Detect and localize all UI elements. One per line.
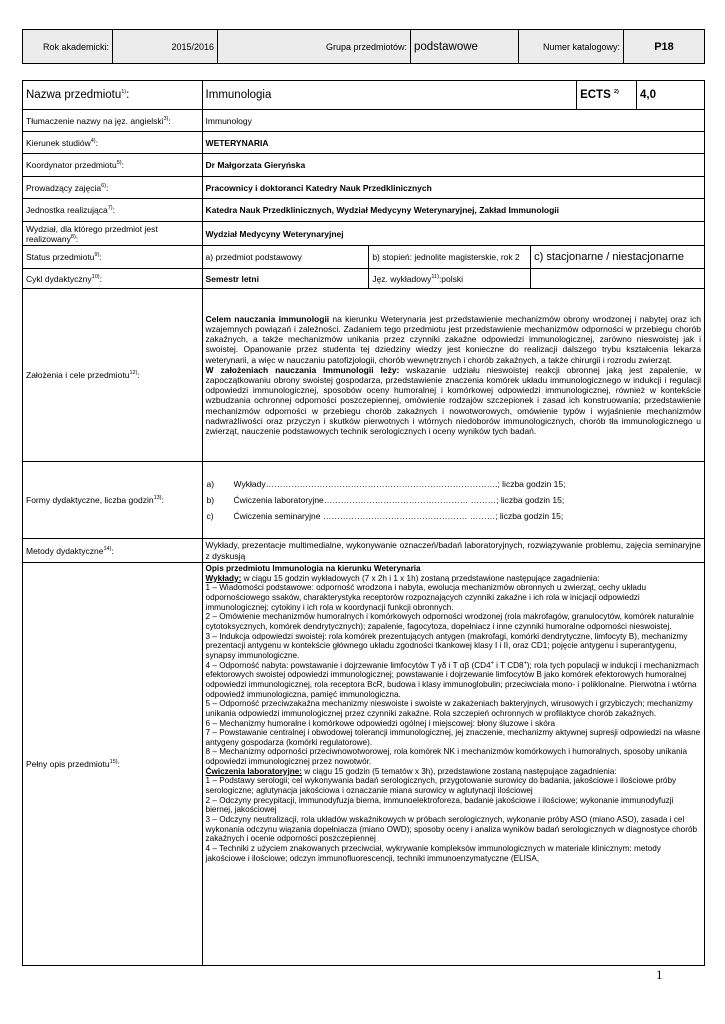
nazwa-value: Immunologia — [202, 81, 577, 110]
wyklady-intro: w ciągu 15 godzin wykładowych (7 x 2h i 1 x 1h) zostaną przedstawione następujące zagadnienia: — [241, 573, 600, 583]
kierunek-value: WETERYNARIA — [202, 132, 704, 154]
wyklad-item: 8 – Mechanizmy odporności przeciwnowotworowej, rola komórek NK i mechanizmów komórkowych i humoralnych, sposoby unikania odpowiedzi immunologicznej przez nowotwór. — [205, 747, 687, 767]
jezyk-wykladowy: Jęz. wykładowy$^{11)}$:polski — [369, 269, 531, 289]
zalozenia-p1: na kierunku Weterynaria jest przedstawienie mechanizmów obrony wrodzonej i nabytej oraz ich wzajemnych powiązań i zależności. Zadaniem tego przedmiotu jest przedstawienie mechanizmów odporności w przebiegu chorób zakaźnych, a także mechanizmów unikania przez czynniki zakaźne odpowiedzi immunologicznej, zarówno nieswoistej jak i swoistej. Opanowanie przez studenta tej dziedziny wiedzy jest konieczne do realizacji dalszego trybu kształcenia lekarza weterynarii, a więc w nauczaniu patofizjologii, chorób wewnętrznych i chorób zakaźnych, a także chirurgii i rozrodu zwierząt. — [205, 313, 701, 365]
zalozenia-value — [202, 289, 704, 462]
cwiczenie-item: 2 – Odczyny precypitacji, immunodyfuzja bierna, immunoelektroforeza, badanie jakościowe i ilościowe; wykonanie immunodyfuzji biernej, jakościowej — [205, 795, 674, 815]
wyklad-item: 6 – Mechanizmy humoralne i komórkowe odpowiedzi ogólnej i miejscowej: błony śluzowe i skóra — [205, 718, 556, 728]
status-label: Status przedmiotu$^{9)}$: — [23, 246, 203, 269]
wydzial-value: Wydział Medycyny Weterynaryjnej — [202, 222, 704, 246]
forma-text: Ćwiczenia seminaryjne …………………………………………… ………; liczba godzin 15; — [233, 511, 564, 521]
wyklad-item: 2 – Omówienie mechanizmów humoralnych i komórkowych odporności wrodzonej (rola makrofagów, granulocytów, komórek naturalnie cytotoksycznych, komórek dendrytycznych); zapalenie, fagocytoza, dopełniacz i inne czynniki humoralne odporności nieswoistej. — [205, 612, 694, 631]
rok-akademicki-value: 2015/2016 — [113, 30, 218, 64]
status-b: b) stopień: jednolite magisterskie, rok 2 — [369, 246, 531, 269]
wyklad-item: 1 – Wiadomości podstawowe: odporność wrodzona i nabyta, ewolucja mechanizmów obronnych u zwierząt, cechy układu odpornościowego ssaków, charakterystyka receptorów rozpoznających czynniki zakaźne i ich rola w inicjacji odpowiedzi immunologicznej; cytokiny i ich rola w koordynacji funkcji obronnych. — [205, 583, 647, 612]
wyklad-item: 3 – Indukcja odpowiedzi swoistej: rola komórek prezentujących antygen (makrofagi, komórki dendrytyczne, limfocyty B), mechanizmy prezentacji antygenu w kontekście głównego układu zgodności tkankowej klasy I i II, oraz CD1; pojęcie antygenu i superantygenu, synapsy immunologiczne. — [205, 631, 688, 660]
forma-letter: a) — [206, 479, 215, 489]
formy-label: Formy dydaktyczne, liczba godzin$^{13)}$: — [23, 462, 203, 539]
cwiczenie-item: 3 – Odczyny neutralizacji, rola układów wskaźnikowych w próbach serologicznych, wykonanie próby ASO (miano ASO), zasada i cel wykonania odczynu wiązania dopełniacza (miano OWD); sposoby oceny i analiza wyników badań serologicznych w diagnostyce chorób zakaźnych i ocenie odporności poszczepiennej — [205, 815, 698, 844]
tlumaczenie-value: Immunology — [202, 110, 704, 132]
status-a: a) przedmiot podstawowy — [202, 246, 369, 269]
metody-value: Wykłady, prezentacje multimedialne, wykonywanie oznaczeń/badań laboratoryjnych, rozwiązywanie problemu, zajęcia seminaryjne z dyskusją — [202, 539, 704, 563]
zalozenia-p2: wskazanie udziału nieswoistej reakcji obronnej jaką jest zapalenie, w zapoczątkowaniu obrony swoistej gospodarza, przedstawienie znaczenia komórek układu immunologicznego w indukcji i regulacji odpowiedzi immunologicznej, sposobów oceny humoralnej i komórkowej odpowiedzi immunologicznej, również w kontekście wzbudzania ochronnej odporności poszczepiennej, omówienie rodzajów szczepionek i zasad ich konstruowania; przedstawienie mechanizmów odporności w przebiegu chorób zakaźnych i nowotworowych, omówienie typów i wyjaśnienie mechanizmów nadwrażliwości oraz przyczyn i skutków pierwotnych i wtórnych niedoborów immunologicznych, chorób tła immunologicznego u zwierząt, nauczenie podstawowych technik serologicznych i oceny wyników tych badań. — [205, 364, 701, 437]
ects-label: ECTS $^{2)}$ — [577, 81, 637, 110]
forma-letter: c) — [206, 511, 214, 521]
zalozenia-p2-bold: W założeniach nauczania Immunologii leży: — [205, 364, 400, 375]
kierunek-label: Kierunek studiów$^{4)}$: — [23, 132, 203, 154]
numer-katalogowy-label: Numer katalogowy: — [519, 30, 624, 64]
jednostka-label: Jednostka realizująca$^{7)}$: — [23, 199, 203, 222]
cykl-value: Semestr letni — [202, 269, 369, 289]
koordynator-label: Koordynator przedmiotu$^{5)}$: — [23, 154, 203, 177]
zalozenia-p1-bold: Celem nauczania immunologii — [205, 313, 330, 324]
cykl-empty-cell — [531, 269, 705, 289]
cwiczenie-item: 4 – Techniki z użyciem znakowanych przeciwciał, wykrywanie kompleksów immunologicznych w materiale klinicznym: metody jakościowe i ilościowe; odczyn immunofluorescencji, techniki immunoenzymatyczne (ELISA, — [205, 844, 661, 863]
forma-cwiczenia-seminaryjne — [207, 508, 700, 524]
zalozenia-label: Założenia i cele przedmiotu$^{12)}$: — [23, 289, 203, 462]
course-table — [22, 80, 705, 966]
wyklad-item: 4 – Odporność nabyta: powstawanie i dojrzewanie limfocytów T γδ i T αβ (CD4+ i T CD8+); rola tych populacji w indukcji i mechanizmach efektorowych swoistej odpowiedzi immunologicznej; powstawanie i dojrzewanie limfocytów B jako komórek efektorowych humoralnej odpowiedzi immunologicznej, rola receptora BcR, budowa i klasy immunoglobulin; przeciwciała mono- i poliklonalne. Pierwotna i wtórna odpowiedź immunologiczna, pamięć immunologiczna. — [205, 659, 699, 699]
wyklad-item: 5 – Odporność przeciwzakaźna mechanizmy nieswoiste i swoiste w zakażeniach bakteryjnych, wirusowych i grzybiczych; mechanizmy unikania odpowiedzi immunologicznej przez czynniki zakaźne. Rola szczepień ochronnych w profilaktyce chorób zakaźnych. — [205, 699, 693, 718]
opis-title: Opis przedmiotu Immunologia na kierunku Weterynaria — [205, 564, 421, 573]
forma-text: Wykłady……………………………………………………………………….; liczba godzin 15; — [233, 479, 566, 489]
forma-text: Ćwiczenia laboratoryjne…………………………………………… ………; liczba godzin 15; — [233, 495, 565, 505]
forma-letter: b) — [206, 495, 215, 505]
nazwa-label: Nazwa przedmiotu$^{1)}$: — [23, 81, 203, 110]
cwiczenia-intro: w ciągu 15 godzin (5 tematów x 3h), przedstawione zostaną następujące zagadnienia: — [302, 766, 617, 776]
cwiczenia-label: Ćwiczenia laboratoryjne: — [205, 766, 303, 776]
prowadzacy-value: Pracownicy i doktoranci Katedry Nauk Przedklinicznych — [202, 177, 704, 199]
forma-wyklady — [207, 476, 700, 492]
page-number: 1 — [656, 967, 663, 982]
wyklad-item: 7 – Powstawanie centralnej i obwodowej tolerancji immunologicznej, jej znaczenie, mechanizmy aktywnej supresji odpowiedzi na własne antygeny gospodarza (komórki regulatorowe). — [205, 728, 701, 747]
header-table — [22, 29, 705, 64]
pelny-opis-value — [202, 563, 704, 966]
metody-label: Metody dydaktyczne$^{14)}$: — [23, 539, 203, 563]
numer-katalogowy-value: P18 — [624, 30, 705, 64]
cykl-label: Cykl dydaktyczny$^{10)}$: — [23, 269, 203, 289]
ects-value: 4,0 — [637, 81, 705, 110]
pelny-opis-label: Pełny opis przedmiotu$^{15)}$: — [23, 563, 203, 966]
grupa-przedmiotow-label: Grupa przedmiotów: — [218, 30, 411, 64]
forma-cwiczenia-laboratoryjne — [207, 492, 700, 508]
jednostka-value: Katedra Nauk Przedklinicznych, Wydział Medycyny Weterynaryjnej, Zakład Immunologii — [202, 199, 704, 222]
cwiczenie-item: 1 – Podstawy serologii; cel wykonywania badań serologicznych, przygotowanie surowicy do badania, jakościowe i ilościowe próby serologiczne; aglutynacja jakościowa i oznaczanie miana surowicy w aglutynacji ilościowej — [205, 776, 677, 796]
koordynator-value: Dr Małgorzata Gieryńska — [202, 154, 704, 177]
formy-value — [202, 462, 704, 539]
status-c: c) stacjonarne / niestacjonarne — [531, 246, 705, 269]
wyklady-label: Wykłady: — [205, 573, 242, 583]
prowadzacy-label: Prowadzący zajęcia$^{6)}$: — [23, 177, 203, 199]
rok-akademicki-label: Rok akademicki: — [23, 30, 113, 64]
tlumaczenie-label: Tłumaczenie nazwy na jęz. angielski$^{3)}$: — [23, 110, 203, 132]
grupa-przedmiotow-value: podstawowe — [411, 30, 519, 64]
wydzial-label: Wydział, dla którego przedmiot jest realizowany$^{8)}$: — [23, 222, 203, 246]
